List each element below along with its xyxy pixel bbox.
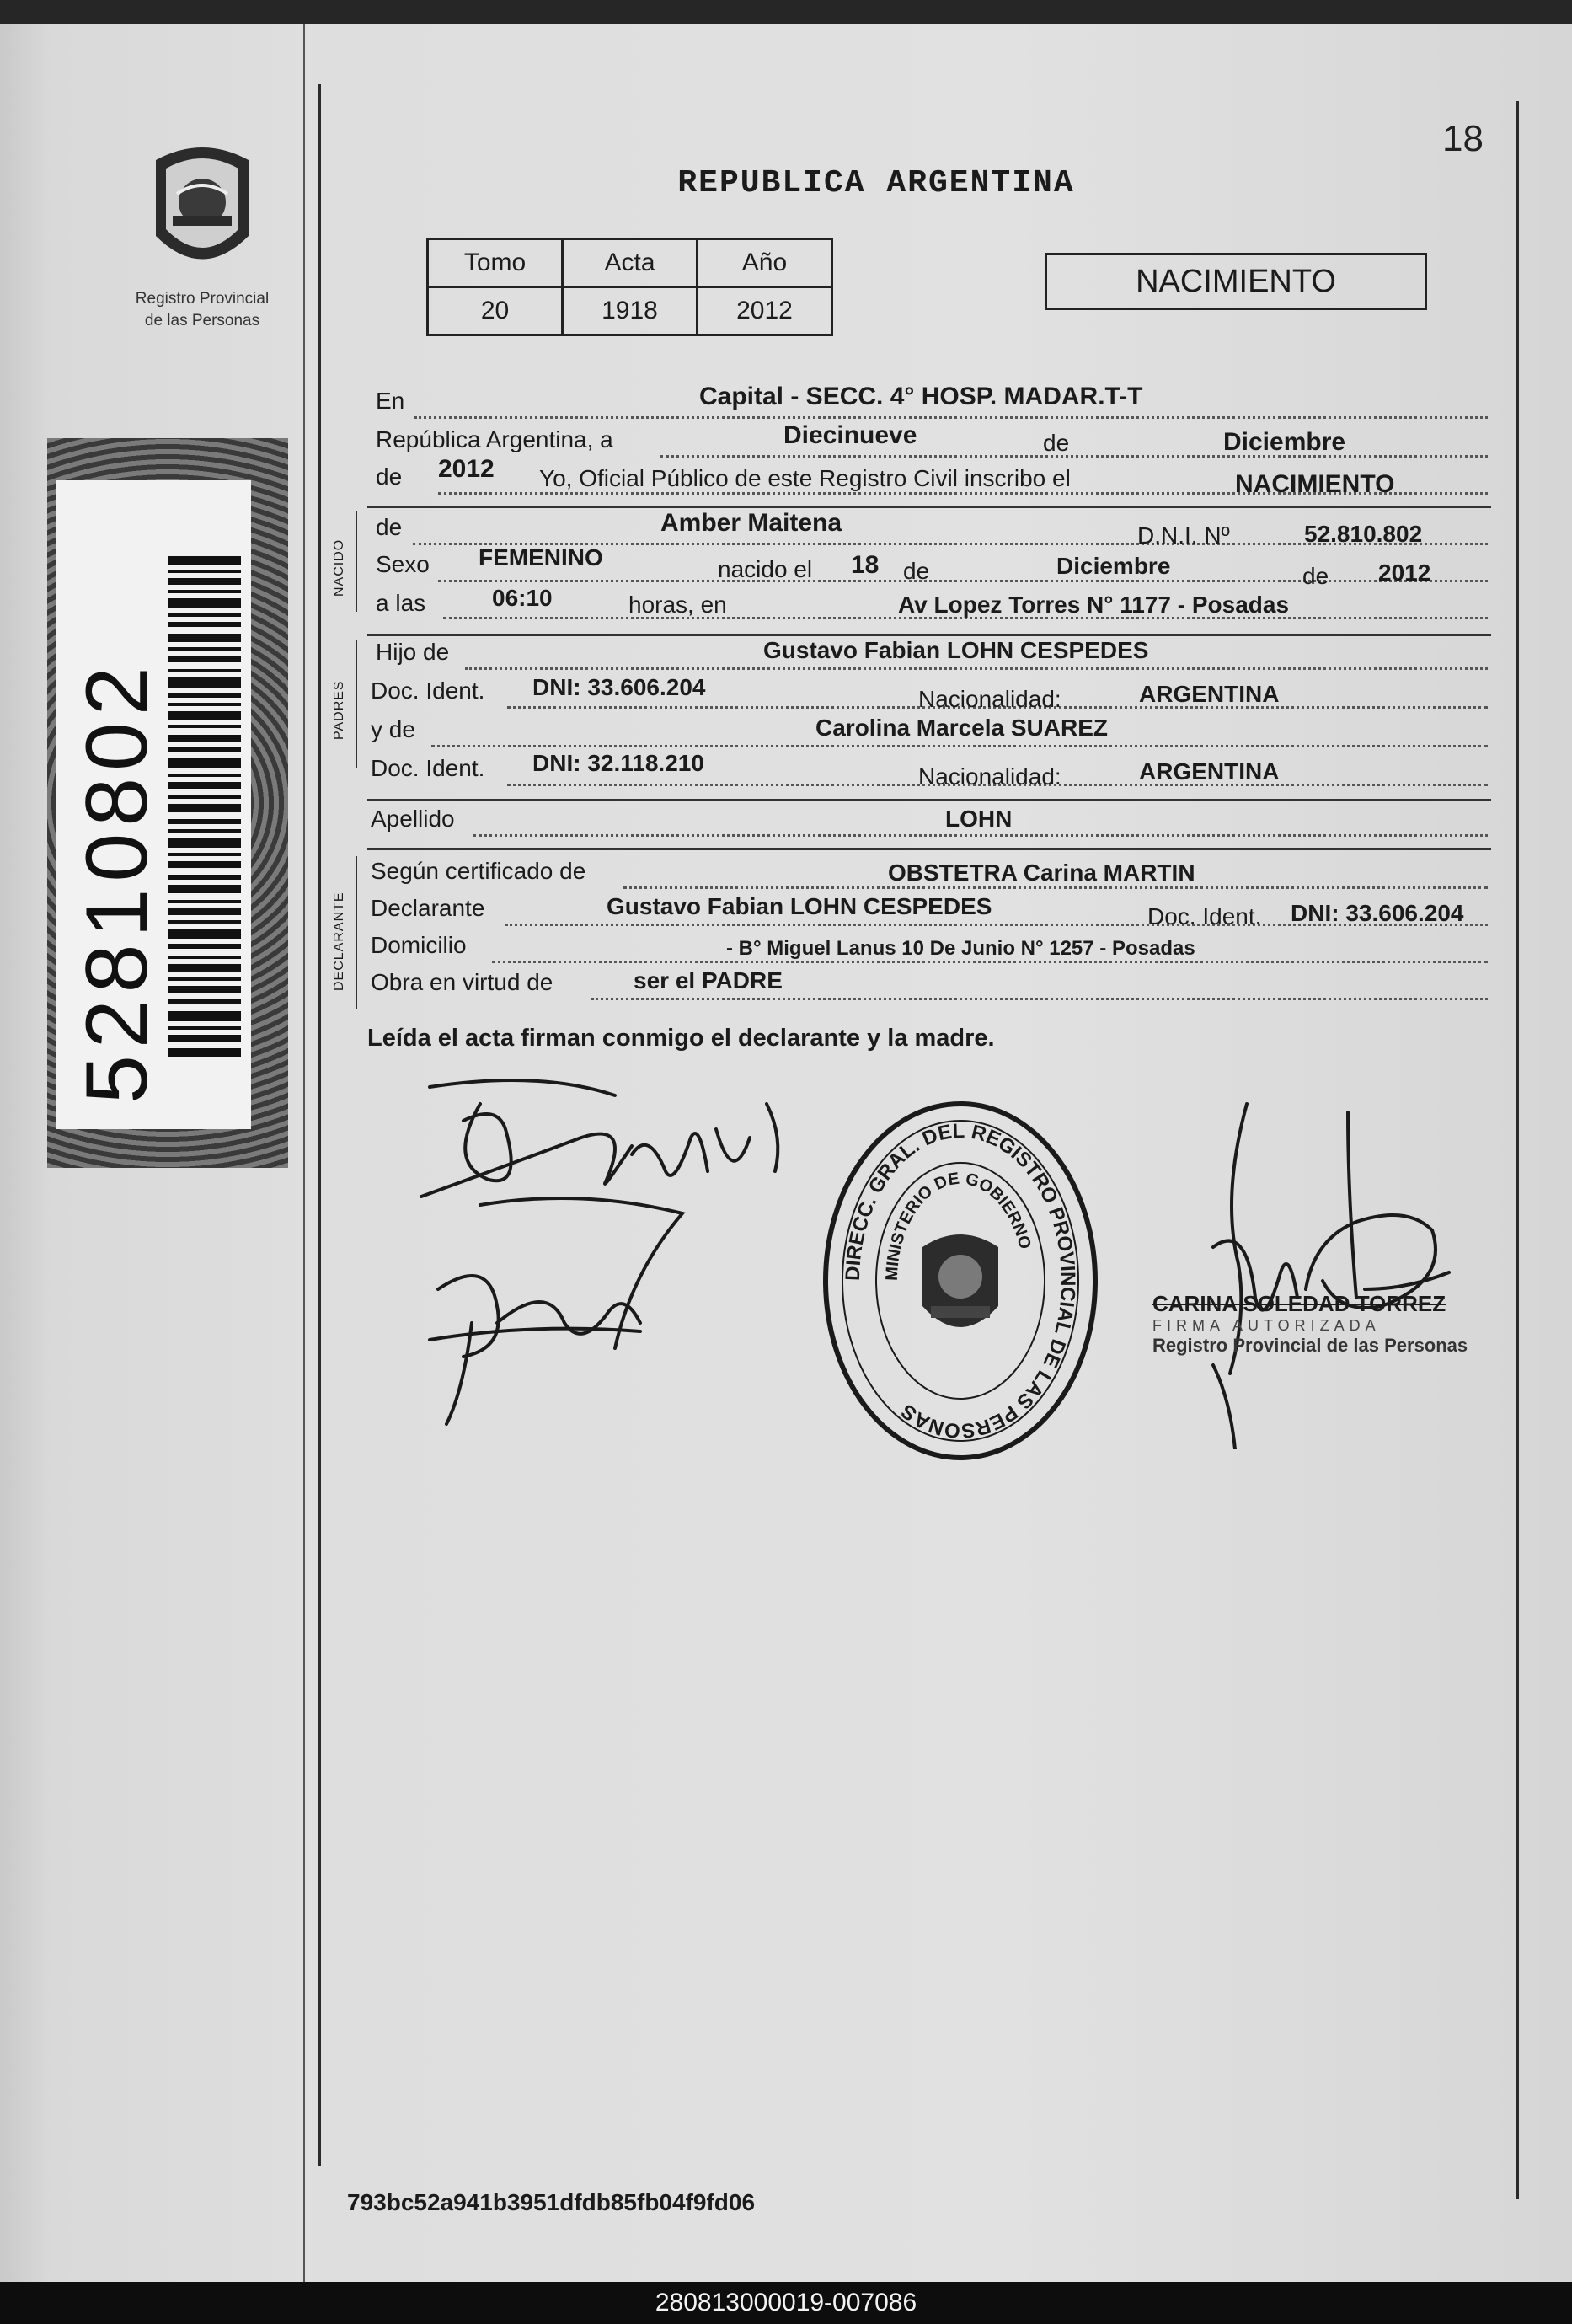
apellido-value: LOHN [945,806,1013,832]
dni-label: D.N.I. Nº [1137,522,1230,549]
declarante-doc-value: DNI: 33.606.204 [1291,900,1464,926]
de-label: de [1043,430,1070,456]
place-value: Capital - SECC. 4° HOSP. MADAR.T-T [699,383,1143,410]
en-label: En [376,388,405,414]
officer-signature-icon [1129,1095,1500,1449]
nacido-el-label: nacido el [718,556,813,582]
sexo-label: Sexo [376,551,430,577]
sexo-value: FEMENINO [479,544,603,570]
officer-role: FIRMA AUTORIZADA [1152,1317,1381,1334]
declarante-label: Declarante [371,895,485,921]
mother-name-value: Carolina Marcela SUAREZ [815,715,1108,741]
cert-value: OBSTETRA Carina MARTIN [888,859,1195,886]
province-crest-icon [139,135,265,286]
officer-org: Registro Provincial de las Personas [1152,1335,1468,1356]
father-nat-value: ARGENTINA [1139,681,1280,707]
de2-label: de [376,463,403,490]
seal-outer-text: DIRECC. GRAL. DEL REGISTRO PROVINCIAL DE LAS PERSONAS [841,1119,1080,1443]
dotted-line [660,455,1488,458]
document-hash: 793bc52a941b3951dfdb85fb04f9fd06 [347,2189,756,2215]
dotted-line [414,416,1488,419]
page-fold [303,24,305,2282]
seal-inner-text: MINISTERIO DE GOBIERNO [882,1169,1035,1282]
acta-value: 1918 [563,287,698,335]
birth-place-value: Av Lopez Torres N° 1177 - Posadas [898,592,1290,618]
record-reference-table [426,238,833,336]
section-divider [367,634,1491,636]
barcode-icon [168,556,241,1062]
dotted-line [465,667,1488,670]
tomo-value: 20 [428,287,563,335]
registry-caption-line2: de las Personas [144,312,260,329]
officer-name: CARINA SOLEDAD TORREZ [1152,1291,1446,1316]
dotted-line [623,886,1488,889]
ano-value: 2012 [698,287,832,335]
barcode-number: 52810802 [68,660,166,1104]
section-divider [367,799,1491,801]
country-title: REPUBLICA ARGENTINA [677,165,1075,201]
registry-clause: Yo, Oficial Público de este Registro Civil inscribo el [539,465,1071,491]
birth-year-value: 2012 [1378,560,1431,586]
month-value: Diciembre [1223,428,1346,456]
day-words-value: Diecinueve [783,421,917,449]
horas-label: horas, en [628,592,727,618]
child-name-value: Amber Maitena [660,509,842,537]
margin-rule-left [318,84,321,2166]
declarante-doc-label: Doc. Ident. [1147,903,1262,929]
acta-header: Acta [563,239,698,287]
section-bar [356,640,357,768]
page-number: 18 [1442,118,1484,159]
event-value: NACIMIENTO [1235,470,1395,498]
nacido-de-label: de [376,514,403,540]
father-name-value: Gustavo Fabian LOHN CESPEDES [763,637,1149,663]
birth-day-value: 18 [851,551,880,579]
father-doc-value: DNI: 33.606.204 [532,674,706,700]
republic-label: República Argentina, a [376,426,613,452]
obra-label: Obra en virtud de [371,969,553,995]
birth-de-label: de [903,558,930,584]
father-nat-label: Nacionalidad: [918,686,1061,712]
alas-label: a las [376,590,426,616]
footer-id: 280813000019-007086 [0,2282,1572,2324]
birth-time-value: 06:10 [492,585,553,611]
officer-block [1152,1291,1468,1357]
section-bar [356,511,357,612]
declarant-signature-icon [413,1070,834,1441]
section-label-nacido: NACIDO [332,538,346,597]
registry-logo [118,135,286,330]
ano-header: Año [698,239,832,287]
apellido-label: Apellido [371,806,455,832]
obra-value: ser el PADRE [634,967,783,993]
mother-doc-label: Doc. Ident. [371,755,485,781]
father-doc-label: Doc. Ident. [371,677,485,704]
section-divider [367,848,1491,850]
registry-caption-line1: Registro Provincial [135,290,270,308]
y-de-label: y de [371,716,415,742]
hijo-de-label: Hijo de [376,639,450,665]
dotted-line [431,745,1488,747]
mother-nat-label: Nacionalidad: [918,763,1061,790]
mother-nat-value: ARGENTINA [1139,758,1280,784]
section-label-declarante: DECLARANTE [332,892,346,991]
birth-de2-label: de [1302,563,1329,589]
tomo-header: Tomo [428,239,563,287]
domicilio-label: Domicilio [371,932,467,958]
margin-rule-right [1516,101,1519,2199]
domicilio-value: - B° Miguel Lanus 10 De Junio N° 1257 - Posadas [726,937,1195,960]
section-label-padres: PADRES [332,680,346,740]
top-edge [0,0,1572,24]
birth-month-value: Diciembre [1056,553,1171,579]
child-dni-value: 52.810.802 [1304,521,1423,547]
section-divider [367,506,1491,508]
act-type-box: NACIMIENTO [1045,253,1427,310]
official-seal-icon [817,1095,1104,1466]
closing-statement: Leída el acta firman conmigo el declarante y la madre. [367,1025,995,1052]
declarante-value: Gustavo Fabian LOHN CESPEDES [607,893,992,919]
dotted-line [438,580,1488,582]
dotted-line [473,834,1488,837]
year-value: 2012 [438,455,495,483]
cert-label: Según certificado de [371,858,586,884]
dotted-line [492,961,1488,963]
section-bar [356,856,357,1009]
dotted-line [591,998,1488,1000]
mother-doc-value: DNI: 32.118.210 [532,750,704,776]
